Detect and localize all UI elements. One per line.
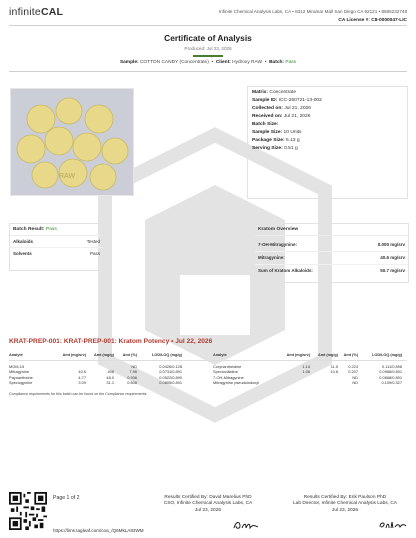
sample-info-box — [247, 86, 408, 199]
info-collected: Collected on: Jul 21, 2026 — [252, 106, 311, 111]
table-cell: 0.0968/0.891 — [379, 369, 402, 375]
table-header: Amt (%) — [122, 353, 137, 357]
table-header: LOD/LOQ (mg/g) — [372, 353, 402, 357]
kratom-row-value: 40.6 mg/srv — [380, 255, 405, 260]
table-cell: 0.111/0.898 — [382, 364, 402, 369]
table-cell: 0.109/0.327 — [381, 380, 402, 386]
meta-divider — [9, 71, 407, 72]
batch-result-title: Batch Result: Pass — [13, 227, 57, 232]
kratom-row-name: 7-OH-Mitragynine: — [258, 242, 298, 247]
kratom-overview-title: Kratom Overview — [258, 227, 299, 232]
table-cell: ND — [352, 380, 358, 386]
lab-address: Infinite Chemical Analysis Labs, CA • 8312 Miramar Mall San Diego CA 92121 • 8586232748 — [218, 9, 407, 14]
table-cell: 1.06 — [302, 369, 310, 375]
signature-right — [378, 519, 408, 531]
table-cell: Speciociliatine — [213, 369, 238, 375]
table-cell: 0.224 — [348, 364, 358, 369]
table-cell: 0.0805/0.891 — [159, 380, 182, 386]
table-cell: Mitragynine — [9, 369, 30, 375]
table-cell: 0.0668/0.891 — [379, 374, 402, 380]
table-cell: 40.6 — [78, 369, 86, 375]
table-cell: 1.14 — [302, 364, 310, 369]
certifier-right: Results Certified By: Erik Paulson PhD Lab Director, Infinite Chemical Analysis Labs, CA Jul 23, 2026 — [293, 495, 397, 513]
kratom-row-value: 50.7 mg/srv — [380, 268, 405, 273]
table-header: Analyte — [9, 353, 23, 357]
table-cell: 0.0522/0.890 — [159, 374, 182, 380]
table-cell: 7-OH-Mitragynine — [213, 374, 244, 380]
signature-left — [232, 519, 260, 531]
batch-row-value: Pass — [89, 251, 100, 256]
table-cell: 11.5 — [330, 364, 338, 369]
kratom-row-value: 0.000 mg/srv — [377, 242, 405, 247]
compliance-note: Compliance requirements for this batch can be found on the Compliance requirements. — [9, 392, 148, 396]
info-received: Received on: Jul 21, 2026 — [252, 114, 311, 119]
page-number: Page 1 of 2 — [53, 495, 80, 501]
table-cell: 4.77 — [78, 374, 86, 380]
table-cell: 7.96 — [129, 369, 137, 375]
header-divider — [9, 25, 407, 26]
table-cell: Corynantheidine — [213, 364, 242, 369]
produced-date: Produced: Jul 23, 2026 — [184, 46, 232, 51]
table-header: Amt (mg/srv) — [62, 353, 86, 357]
batch-row-value: Tested — [86, 239, 100, 244]
table-header: Amt (%) — [343, 353, 358, 357]
title-accent-line — [193, 55, 223, 57]
certifier-left: Results Certified By: David Marelius PhD CSO, Infinite Chemical Analysis Labs, CA Jul 23, 2026 — [163, 495, 253, 513]
info-batch-size: Batch Size: — [252, 122, 279, 127]
svg-text:RAW: RAW — [59, 173, 76, 180]
license-number: CA License #: C8-0000047-LIC — [338, 18, 407, 23]
sample-meta-line: Sample: COTTON CANDY (Concentrate) • Client: Hydroxy RAW • Batch: Pass — [119, 60, 297, 65]
document-title: Certificate of Analysis — [164, 33, 252, 43]
table-header: Amt (mg/srv) — [286, 353, 310, 357]
kratom-row-name: Mitragynine: — [258, 255, 285, 260]
table-header: LOD/LOQ (mg/g) — [152, 353, 182, 357]
table-header: Amt (mg/g) — [93, 353, 114, 357]
info-sample-id: Sample ID: ICC-260721-13-002 — [252, 98, 322, 103]
table-header: Amt (mg/g) — [317, 353, 338, 357]
potency-title: KRAT-PREP-001: KRAT-PREP-001: Kratom Potency • Jul 22, 2026 — [9, 338, 213, 345]
batch-row-name: Solvents — [13, 251, 32, 256]
sample-photo — [10, 88, 134, 196]
batch-row-name: Alkaloids — [13, 239, 34, 244]
table-cell: ND — [352, 374, 358, 380]
table-header-divider — [9, 360, 407, 361]
table-cell: 10.6 — [330, 369, 338, 375]
kratom-row-name: Sum of Kratom Alkaloids: — [258, 268, 313, 273]
table-header: Analyte — [213, 353, 227, 357]
table-cell: 0.606 — [127, 380, 137, 386]
qr-code[interactable] — [9, 492, 47, 530]
table-cell: MGM-15 — [9, 364, 25, 369]
batch-status: Pass — [285, 60, 297, 65]
info-matrix: Matrix: Concentrate — [252, 90, 297, 95]
info-package-size: Package Size: 5.13 g — [252, 138, 300, 143]
table-cell: Paynantheine — [9, 374, 33, 380]
table-cell: 31.1 — [106, 380, 114, 386]
coa-link[interactable]: https://lims.tagleaf.com/coa_/Q6MkLA83WM — [53, 528, 144, 533]
info-sample-size: Sample Size: 10 Units — [252, 130, 302, 135]
table-cell: 0.936 — [127, 374, 137, 380]
table-cell: ND — [131, 364, 137, 369]
table-cell: Mitragynine pseudoindoxyl — [213, 380, 260, 386]
company-logo: infiniteCAL — [9, 6, 64, 18]
table-cell: 3.09 — [78, 380, 86, 386]
info-serving-size: Serving Size: 0.51 g — [252, 146, 298, 151]
table-cell: 0.207 — [348, 369, 358, 375]
batch-result-box — [9, 223, 104, 271]
table-cell: 48.0 — [106, 374, 114, 380]
table-cell: 0.0426/0.128 — [159, 364, 182, 369]
table-cell: 0.0731/0.891 — [159, 369, 182, 375]
table-cell: 408 — [107, 369, 114, 375]
table-cell: Speciogynine — [9, 380, 33, 386]
kratom-overview-box — [254, 223, 409, 283]
